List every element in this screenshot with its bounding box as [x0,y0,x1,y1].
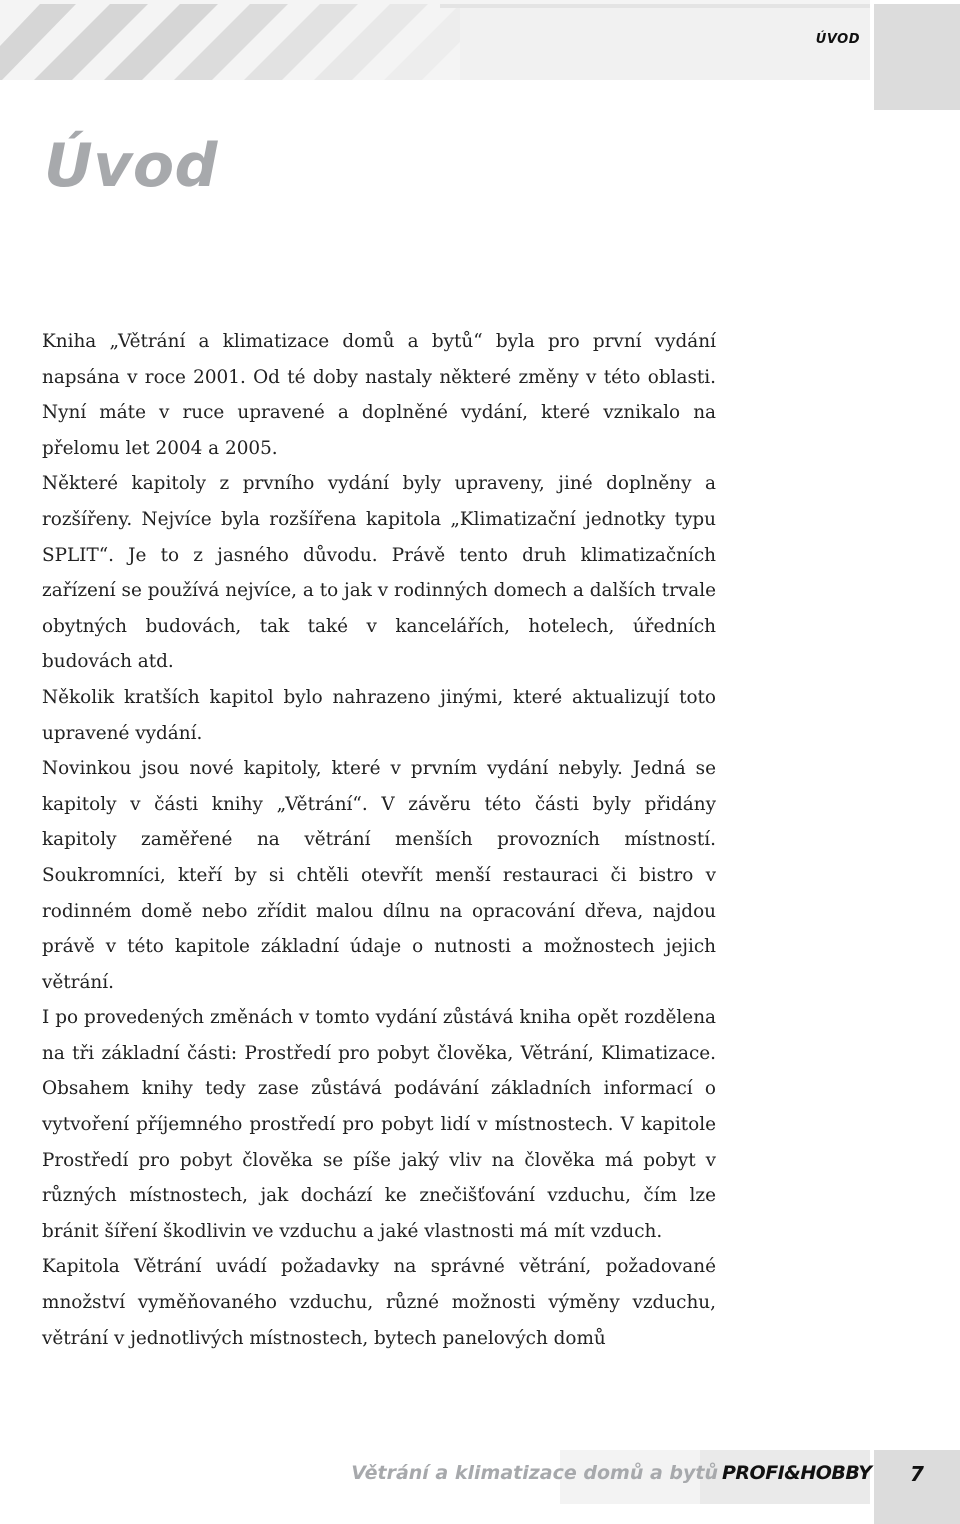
paragraph: I po provedených změnách v tomto vydání zůstává kniha opět rozdělena na tři základní části: Prostředí pro pobyt člověka, Větrání, Klimatizace. Obsahem knihy tedy zase zůstává podávání základních informací o vytvoření příjemného prostředí pro pobyt lidí v místnostech. V kapitole Prostředí pro pobyt člověka se píše jaký vliv na člověka má pobyt v různých místnostech, jak dochází ke znečišťování vzduchu, čím lze bránit šíření škodlivin ve vzduchu a jaké vlastnosti má mít vzduch. [42,1007,716,1242]
footer-brand-logo: PROFI&HOBBY [722,1462,872,1484]
body-text [42,324,716,1356]
header-stripes-decoration [0,0,870,80]
paragraph: Několik kratších kapitol bylo nahrazeno jinými, které aktualizují toto upravené vydání. [42,686,716,744]
paragraph: Novinkou jsou nové kapitoly, které v prvním vydání nebyly. Jedná se kapitoly v části knihy „Větrání“. V závěru této části byly přidány kapitoly zaměřené na větrání menších provozních místností. Soukromníci, kteří by si chtěli otevřít menší restauraci či bistro v rodinném domě nebo zřídit malou dílnu na opracování dřeva, najdou právě v této kapitole základní údaje o nutnosti a možnostech jejich větrání. [42,758,716,993]
header-tab [874,4,960,110]
paragraph: Kniha „Větrání a klimatizace domů a bytů“ byla pro první vydání napsána v roce 2001. Od té doby nastaly některé změny v této oblasti. Nyní máte v ruce upravené a doplněné vydání, které vznikalo na přelomu let 2004 a 2005. [42,331,716,459]
page-number: 7 [910,1462,924,1486]
footer-book-title: Větrání a klimatizace domů a bytů [351,1462,718,1484]
paragraph: Některé kapitoly z prvního vydání byly upraveny, jiné doplněny a rozšířeny. Nejvíce byla rozšířena kapitola „Klimatizační jednotky typu SPLIT“. Je to z jasného důvodu. Právě tento druh klimatizačních zařízení se používá nejvíce, a to jak v rodinných domech a dalších trvale obytných budovách, tak také v kancelářích, hotelech, úředních budovách atd. [42,473,716,673]
paragraph: Kapitola Větrání uvádí požadavky na správné větrání, požadované množství vyměňovaného vzduchu, různé možnosti výměny vzduchu, větrání v jednotlivých místnostech, bytech panelových domů [42,1256,716,1349]
section-label: ÚVOD [815,32,860,47]
chapter-title: Úvod [44,131,219,201]
